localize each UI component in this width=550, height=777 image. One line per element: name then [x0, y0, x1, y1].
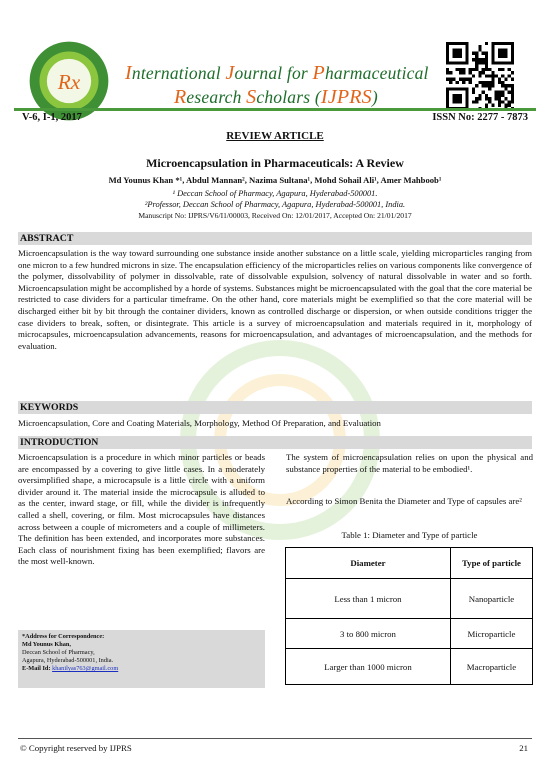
journal-title-capital: P [312, 62, 325, 84]
introduction-column-2-para-1: The system of microencapsulation relies on upon the physical and substance properties of the material to be embodied¹. [286, 452, 533, 474]
correspondence-institution: Deccan School of Pharmacy, [22, 649, 95, 656]
journal-title-word: cholars ( [256, 87, 321, 107]
page-number: 21 [519, 743, 528, 753]
manuscript-info: Manuscript No: IJPRS/V6/I1/00003, Received On: 12/01/2017, Accepted On: 21/01/2017 [138, 211, 412, 220]
abstract-text: Microencapsulation is the way toward surrounding one substance inside another substance on a little scale, yielding microparticles ranging from one micron to a few hundred microns in size. The encapsulation efficiency of the microparticles relies on various components like convergence of the polymer, dissolvability of polymer in dissolvable, rate of dissolvable expulsion, solvency of natural dissolvable in water and so forth. Microencapsulation might be accomplished by a horde of systems. Substances might be microencapsulated with the goal that the core material be restricted to case dividers for a particular timeframe. On the other hand, core materials might be exemplified so that the core material will be discharged either bit by bit through the container dividers, known as controlled discharge or dispersion, or when outside conditions trigger the case dividers to break, soften, or disintegrate. This article is a survey of microencapsulation and materials required in it, morphology of microcapsules, microencapsulation advancements, reasons for microencapsulation, and advantages of microencapsulation, and the methods for evaluation. [18, 248, 532, 351]
table-cell: Macroparticle [450, 649, 532, 685]
correspondence-address: Agapura, Hyderabad-500001, India. [22, 657, 114, 664]
email-label: E-Mail Id: [22, 665, 53, 672]
introduction-column-1: Microencapsulation is a procedure in which minor particles or beads are encompassed by a covering to give little cases. In a moderately oversimplified shape, a microcapsule is a little circle with a uniform divider around it. The material inside the microcapsule is alluded to as the center, inward stage, or fill, while the divider is infrequently called a shell, covering, or film. Most microcapsules have distances across between a couple of micrometers and a couple of millimeters. The definition has been extended, and incorporates more substances. Each class of nourishment fixing has been exemplified; flavors are the most well-known. [18, 452, 265, 567]
table-header-diameter: Diameter [286, 548, 451, 579]
issn: ISSN No: 2277 - 7873 [432, 112, 528, 123]
issue-info: V-6, I-1, 2017 [22, 112, 82, 123]
journal-title-word: esearch [186, 87, 247, 107]
particle-table [285, 547, 533, 685]
affiliation-1: ¹ Deccan School of Pharmacy, Agapura, Hyderabad-500001. [172, 189, 378, 198]
email-link[interactable]: khanilyas763@gmail.com [52, 665, 119, 672]
journal-title-capital: I [125, 62, 132, 84]
table-cell: 3 to 800 micron [286, 619, 451, 649]
correspondence-name: Md Younus Khan, [22, 641, 71, 648]
table-cell: Nanoparticle [450, 579, 532, 619]
journal-title-line2 [174, 86, 378, 109]
journal-title-capital: IJPRS [320, 86, 372, 108]
qr-code-icon [446, 42, 514, 110]
journal-title-word: harmaceutical [324, 63, 429, 83]
introduction-heading: INTRODUCTION [18, 436, 532, 449]
introduction-column-2-para-2: According to Simon Benita the Diameter and Type of capsules are² [286, 496, 522, 506]
journal-title-line1 [125, 62, 429, 85]
journal-title-word: ournal for [234, 63, 313, 83]
table-header-type: Type of particle [450, 548, 532, 579]
keywords-heading: KEYWORDS [18, 401, 532, 414]
affiliation-2: ²Professor, Deccan School of Pharmacy, Agapura, Hyderabad-500001, India. [144, 200, 406, 209]
table-row [286, 649, 533, 685]
article-type: REVIEW ARTICLE [226, 130, 324, 142]
author-list: Md Younus Khan *¹, Abdul Mannan², Nazima Sultana¹, Mohd Sohail Ali¹, Amer Mahboob¹ [108, 175, 442, 185]
journal-title-word: nternational [131, 63, 226, 83]
table-row [286, 619, 533, 649]
logo-letter: Rx [57, 70, 81, 95]
abstract-heading: ABSTRACT [18, 232, 532, 245]
keywords-text: Microencapsulation, Core and Coating Materials, Morphology, Method Of Preparation, and Evaluation [18, 418, 381, 428]
copyright: © Copyright reserved by IJPRS [20, 743, 132, 753]
correspondence-box [18, 630, 265, 688]
table-row [286, 579, 533, 619]
journal-title-capital: S [246, 86, 257, 108]
table-cell: Less than 1 micron [286, 579, 451, 619]
footer-rule [18, 738, 532, 739]
table-cell: Larger than 1000 micron [286, 649, 451, 685]
correspondence-label: *Address for Correspondence: [22, 633, 105, 640]
header-rule [14, 108, 536, 111]
table-cell: Microparticle [450, 619, 532, 649]
table-caption: Table 1: Diameter and Type of particle [341, 530, 478, 540]
paper-title: Microencapsulation in Pharmaceuticals: A Review [146, 156, 404, 170]
journal-title-capital: J [225, 62, 235, 84]
journal-title-word: ) [371, 87, 378, 107]
journal-title-capital: R [174, 86, 187, 108]
